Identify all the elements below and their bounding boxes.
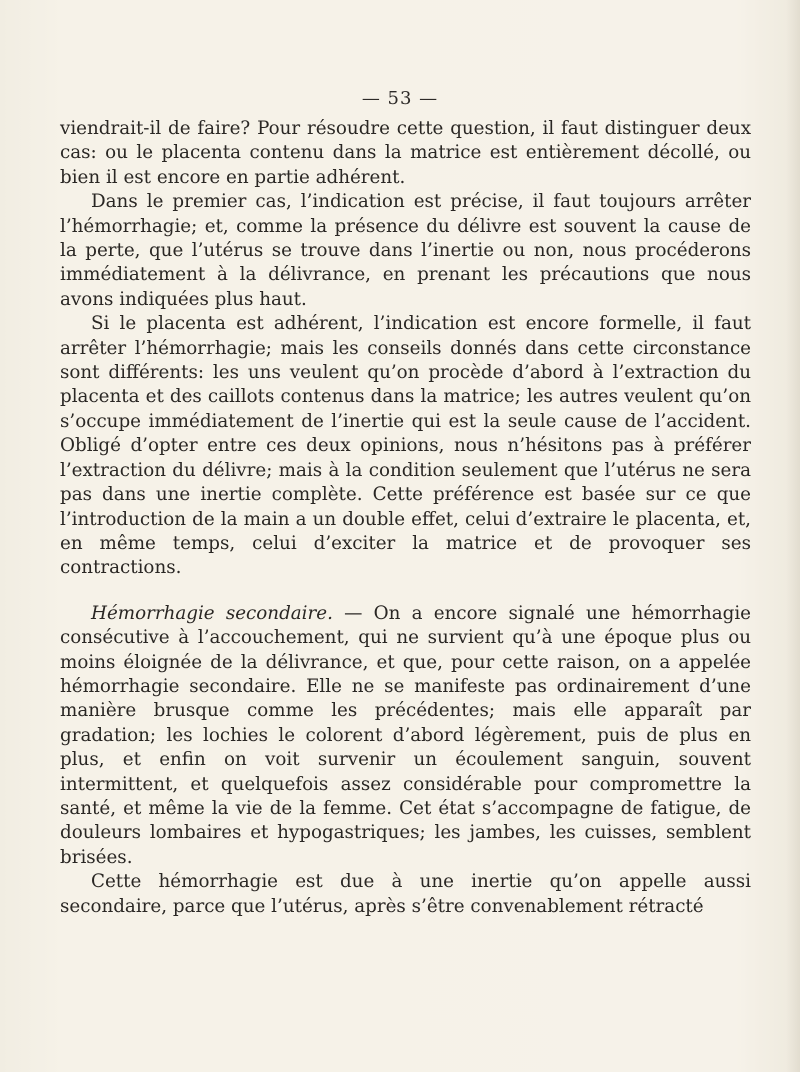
paragraph-secondary-text: On a encore signalé une hémorrhagie consécutive à l’accouchement, qui ne survient qu’à une époque plus ou moins éloignée de la délivrance, et que, pour cette raison, on a appelée hémorrhagie secondaire. Elle ne se manifeste pas ordinairement d’une manière brusque comme les précédentes; mais elle apparaît par gradation; les lochies le colorent d’abord légèrement, puis de plus en plus, et enfin on voit survenir un écoulement sanguin, souvent intermittent, et quelquefois assez considérable pour compromettre la santé, et même la vie de la femme. Cet état s’accompagne de fatigue, de douleurs lombaires et hypogastriques; les jambes, les cuisses, semblent brisées.	[60, 602, 752, 868]
paragraph-first-case: Dans le premier cas, l’indication est précise, il faut toujours arrêter l’hémorrhagie; et, comme la présence du délivre est souvent la cause de la perte, que l’utérus se trouve dans l’inertie ou non, nous procéderons immédiatement à la délivrance, en prenant les précautions que nous avons indiquées plus haut.	[60, 191, 751, 310]
section-heading: Hémorrhagie secondaire.	[91, 602, 333, 624]
page-number: — 53 —	[361, 88, 439, 109]
section-gap	[60, 581, 751, 602]
page-edge-shadow	[786, 0, 800, 1072]
paragraph-secondary-hemorrhage	[60, 602, 751, 870]
paragraph-continuation: viendrait-il de faire? Pour résoudre cette question, il faut distinguer deux cas: ou le placenta contenu dans la matrice est entièrement décollé, ou bien il est encore en partie adhérent.	[60, 118, 751, 188]
heading-dash: —	[332, 602, 374, 624]
paragraph-adherent-placenta: Si le placenta est adhérent, l’indication est encore formelle, il faut arrêter l’hémorrhagie; mais les conseils donnés dans cette circonstance sont différents: les uns veulent qu’on procède d’abord à l’extraction du placenta et des caillots contenus dans la matrice; les autres veulent qu’on s’occupe immédiatement de l’inertie qui est la seule cause de l’accident. Obligé d’opter entre ces deux opinions, nous n’hésitons pas à préférer l’extraction du délivre; mais à la condition seulement que l’utérus ne sera pas dans une inertie complète. Cette préférence est basée sur ce que l’introduction de la main a un double effet, celui d’extraire le placenta, et, en même temps, celui d’exciter la matrice et de provoquer ses contractions.	[60, 313, 751, 579]
paragraph-cause: Cette hémorrhagie est due à une inertie qu’on appelle aussi secondaire, parce que l’utérus, après s’être convenablement rétracté	[60, 871, 751, 917]
body-text	[60, 117, 751, 919]
